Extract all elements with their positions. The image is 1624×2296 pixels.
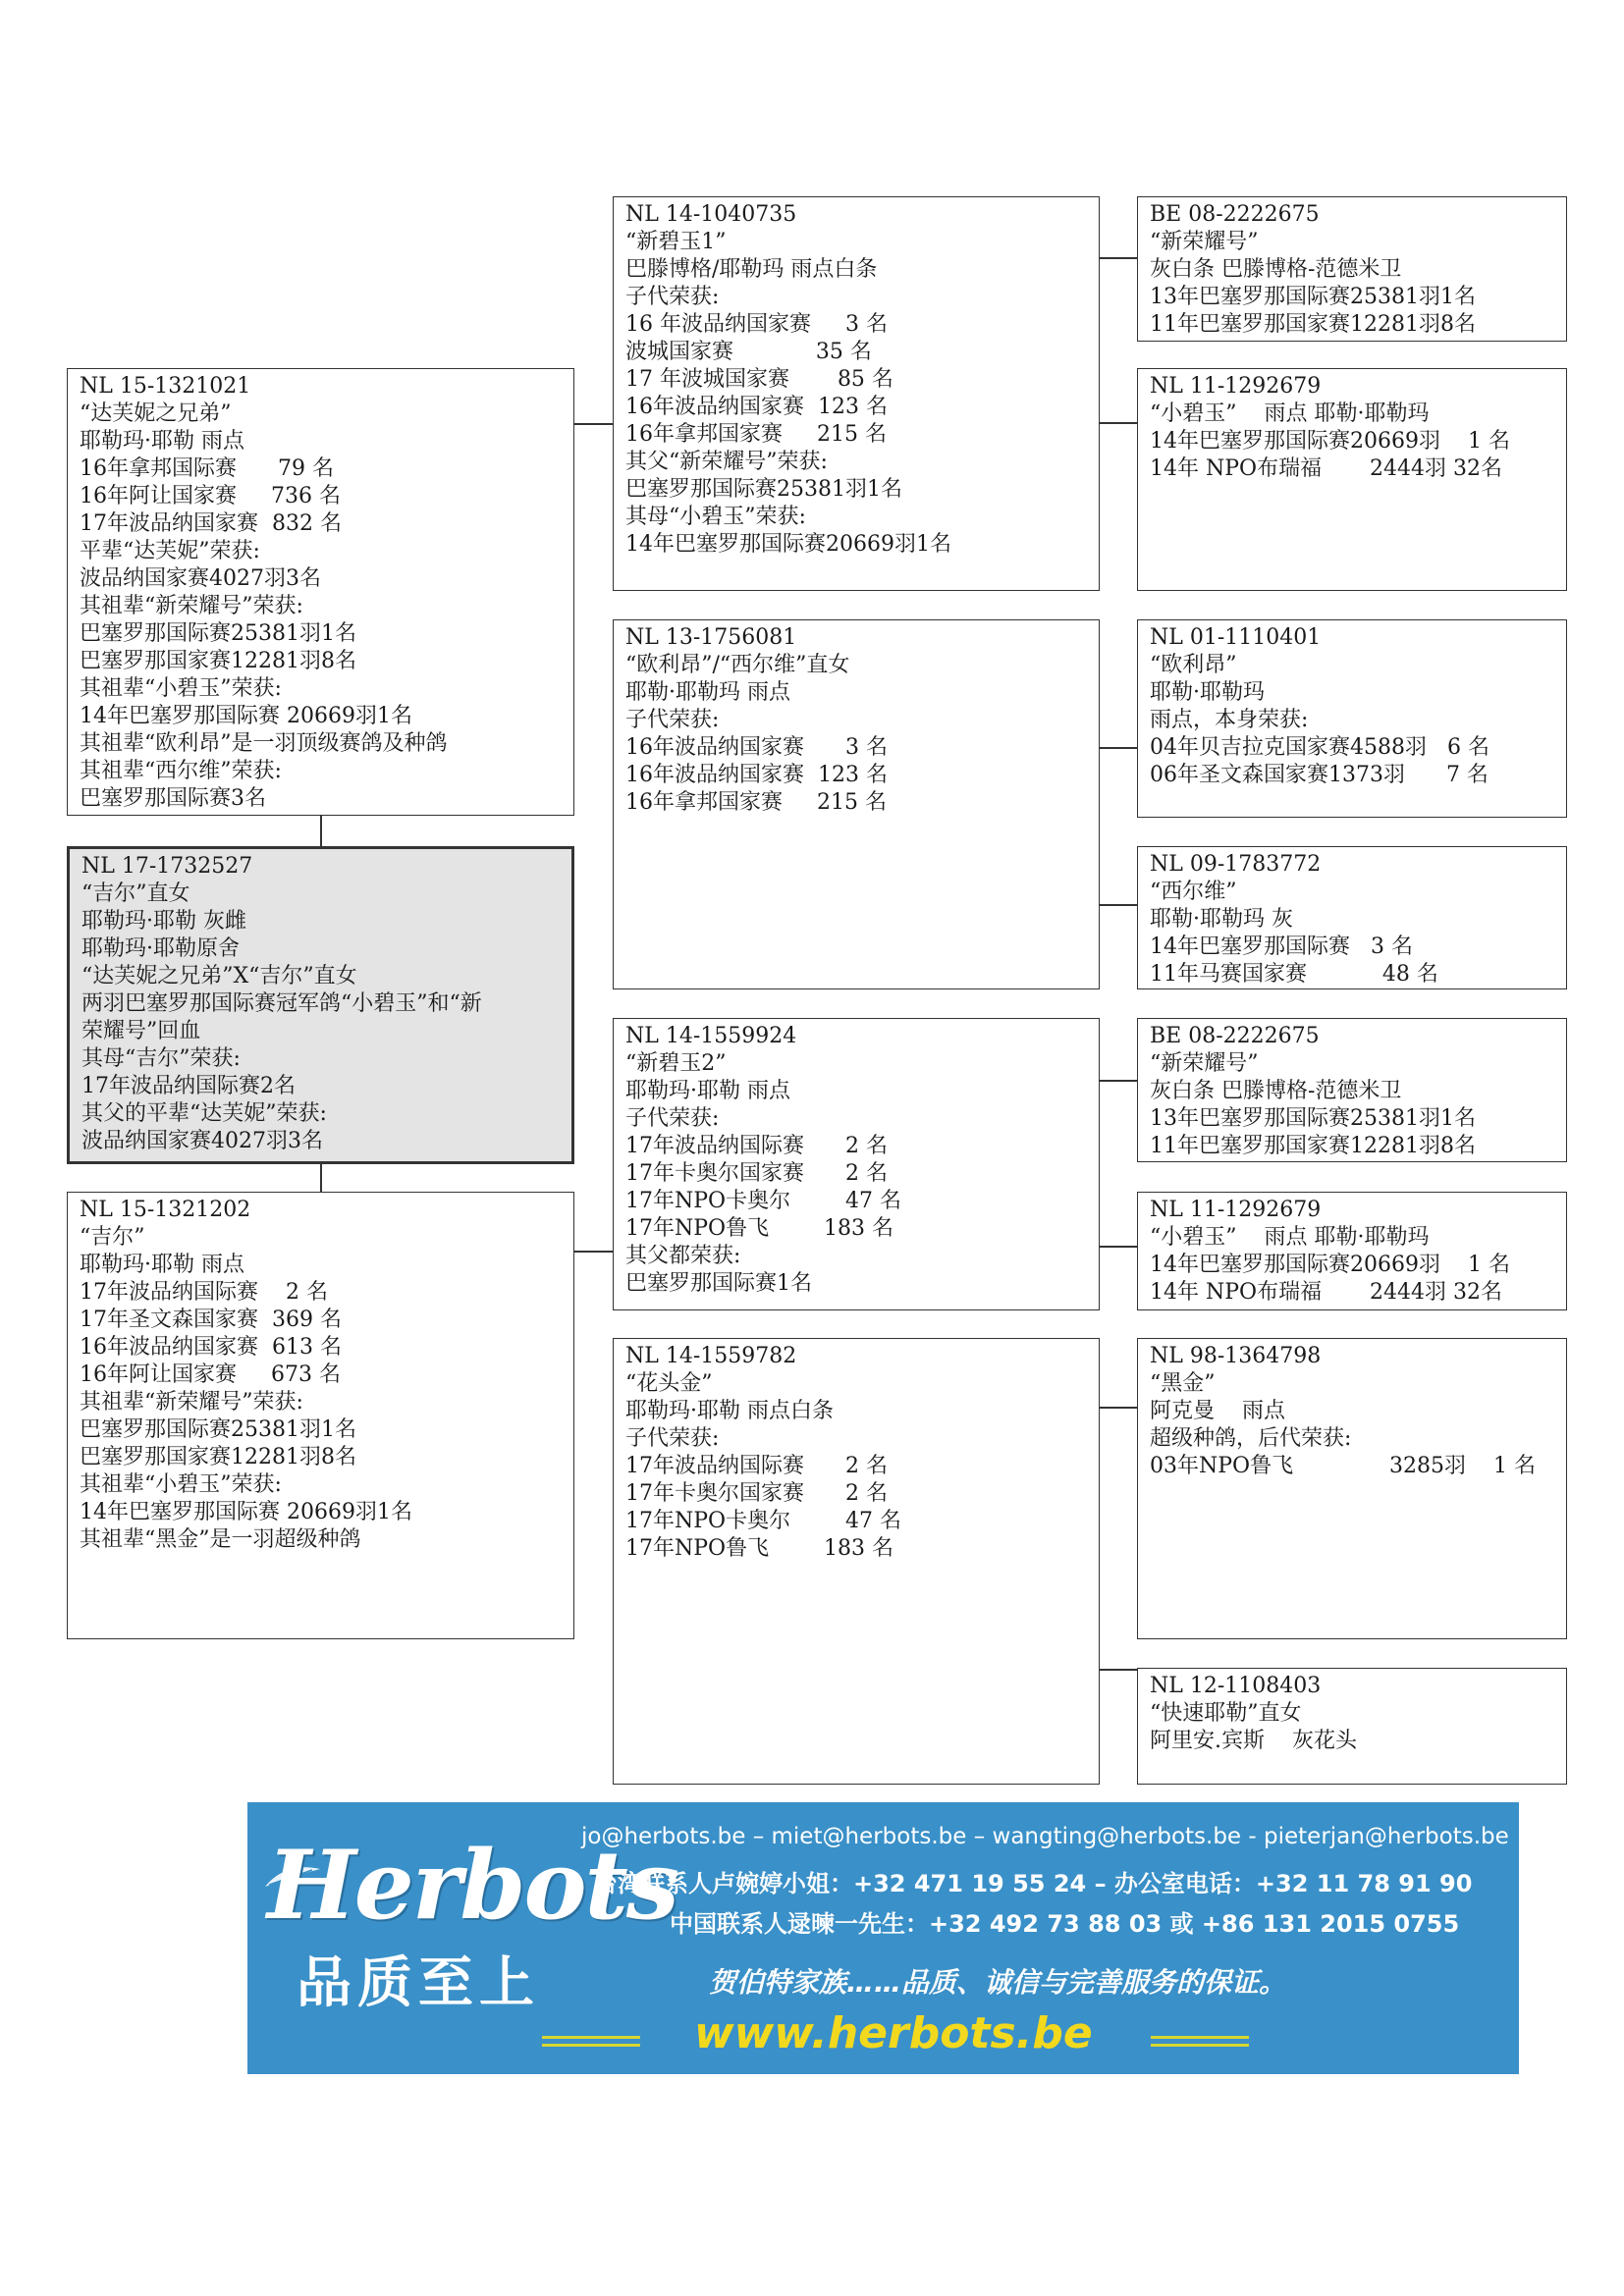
ring-number: BE 08-2222675 <box>1150 202 1320 227</box>
pedigree-line: 子代荣获: <box>625 1106 720 1131</box>
slogan: 贺伯特家族……品质、诚信与完善服务的保证。 <box>709 1966 1287 1999</box>
pedigree-line: 04年贝吉拉克国家赛4588羽 6 名 <box>1150 735 1489 760</box>
pedigree-line: “吉尔”直女 <box>81 881 190 906</box>
pedigree-line: 14年 NPO布瑞福 2444羽 32名 <box>1150 456 1503 481</box>
connector <box>1100 1669 1139 1671</box>
pedigree-line: 子代荣获: <box>625 1426 720 1451</box>
dsd-box <box>1137 1192 1567 1310</box>
pedigree-line: 17年波品纳国际赛 2 名 <box>80 1280 328 1305</box>
pedigree-line: 其祖辈“新荣耀号”荣获: <box>80 594 303 618</box>
pedigree-line: 17年卡奥尔国家赛 2 名 <box>625 1161 888 1186</box>
pedigree-line: 耶勒玛·耶勒 雨点 <box>80 1253 244 1277</box>
pedigree-line: 11年巴塞罗那国家赛12281羽8名 <box>1150 312 1476 337</box>
pedigree-line: 其祖辈“小碧玉”荣获: <box>80 1472 282 1497</box>
pedigree-line: “快速耶勒”直女 <box>1150 1701 1302 1726</box>
pedigree-line: 平辈“达芙妮”荣获: <box>80 539 260 563</box>
pedigree-line: 16年拿邦国家赛 215 名 <box>625 422 887 447</box>
pedigree-line: “花头金” <box>625 1371 713 1396</box>
pedigree-line: “达芙妮之兄弟” <box>80 401 232 426</box>
pedigree-line: 荣耀号”回血 <box>81 1019 201 1043</box>
dam-sire-box <box>613 1018 1100 1310</box>
pedigree-line: 16年拿邦国际赛 79 名 <box>80 456 334 481</box>
pedigree-line: 14年巴塞罗那国际赛 3 名 <box>1150 934 1413 959</box>
pedigree-line: “西尔维” <box>1150 880 1237 904</box>
pedigree-line: 17年圣文森国家赛 369 名 <box>80 1308 342 1332</box>
pedigree-line: 巴塞罗那国际赛3名 <box>80 786 266 811</box>
pedigree-line: “新碧玉2” <box>625 1051 727 1076</box>
pedigree-line: 耶勒·耶勒玛 <box>1150 680 1265 705</box>
pedigree-line: 耶勒玛·耶勒 雨点 <box>80 429 244 454</box>
herbots-banner <box>247 1802 1519 2074</box>
pedigree-line: 波品纳国家赛4027羽3名 <box>80 566 321 591</box>
sss-box <box>1137 196 1567 342</box>
pedigree-line: 子代荣获: <box>625 285 720 309</box>
subject-box <box>67 846 574 1164</box>
pedigree-line: “欧利昂”/“西尔维”直女 <box>625 653 850 677</box>
pedigree-line: 阿里安.宾斯 灰花头 <box>1150 1729 1357 1753</box>
pedigree-line: 14年巴塞罗那国际赛 20669羽1名 <box>80 704 412 728</box>
pedigree-line: 06年圣文森国家赛1373羽 7 名 <box>1150 763 1489 787</box>
pedigree-line: 巴塞罗那国际赛25381羽1名 <box>625 477 902 502</box>
pedigree-line: 17年卡奥尔国家赛 2 名 <box>625 1481 888 1506</box>
pedigree-line: 其祖辈“新荣耀号”荣获: <box>80 1390 303 1415</box>
pedigree-line: 巴滕博格/耶勒玛 雨点白条 <box>625 257 878 282</box>
pedigree-line: 03年NPO鲁飞 3285羽 1 名 <box>1150 1454 1536 1478</box>
pedigree-line: 耶勒玛·耶勒原舍 <box>81 936 240 961</box>
pedigree-line: 14年巴塞罗那国际赛 20669羽1名 <box>80 1500 412 1524</box>
pedigree-line: 巴塞罗那国家赛12281羽8名 <box>80 649 356 673</box>
pedigree-line: 灰白条 巴滕博格-范德米卫 <box>1150 257 1402 282</box>
pedigree-line: 14年 NPO布瑞福 2444羽 32名 <box>1150 1280 1503 1305</box>
pedigree-line: 其祖辈“小碧玉”荣获: <box>80 676 282 701</box>
pedigree-line: 14年巴塞罗那国际赛20669羽 1 名 <box>1150 1253 1510 1277</box>
pedigree-line: “新碧玉1” <box>625 230 727 254</box>
pedigree-line: 其祖辈“黑金”是一羽超级种鸽 <box>80 1527 361 1552</box>
pedigree-line: “小碧玉” 雨点 耶勒·耶勒玛 <box>1150 1225 1430 1250</box>
sdd-box <box>1137 846 1567 989</box>
pedigree-line: 13年巴塞罗那国际赛25381羽1名 <box>1150 285 1476 309</box>
ring-number: NL 15-1321202 <box>80 1198 251 1222</box>
dam-box <box>67 1192 574 1639</box>
pedigree-line: 两羽巴塞罗那国际赛冠军鸽“小碧玉”和“新 <box>81 991 482 1016</box>
china-contact: 中国联系人逯暕一先生：+32 492 73 88 03 或 +86 131 2015 0755 <box>670 1910 1460 1938</box>
pedigree-line: 16年波品纳国家赛 3 名 <box>625 735 888 760</box>
connector <box>1100 747 1139 749</box>
pedigree-line: 17年波品纳国际赛2名 <box>81 1074 296 1098</box>
pedigree-line: 17年NPO鲁飞 183 名 <box>625 1536 894 1561</box>
ring-number: NL 13-1756081 <box>625 625 797 650</box>
pedigree-line: 11年马赛国家赛 48 名 <box>1150 962 1438 987</box>
pedigree-line: “黑金” <box>1150 1371 1216 1396</box>
pedigree-line: 其父的平辈“达芙妮”荣获: <box>81 1101 327 1126</box>
sire-sire-box <box>613 196 1100 591</box>
pedigree-line: 16年拿邦国家赛 215 名 <box>625 790 887 815</box>
pedigree-line: 16年波品纳国家赛 123 名 <box>625 763 888 787</box>
connector <box>320 815 322 848</box>
pedigree-line: 16年阿让国家赛 736 名 <box>80 484 341 508</box>
pedigree-line: “小碧玉” 雨点 耶勒·耶勒玛 <box>1150 401 1430 426</box>
connector <box>320 1162 322 1194</box>
pedigree-line: “达芙妮之兄弟”X“吉尔”直女 <box>81 964 357 988</box>
connector <box>1100 422 1139 424</box>
sds-box <box>1137 619 1567 818</box>
connector <box>1100 1246 1139 1248</box>
pedigree-line: 其祖辈“西尔维”荣获: <box>80 759 282 783</box>
pedigree-line: 超级种鸽，后代荣获: <box>1150 1426 1352 1451</box>
ring-number: NL 15-1321021 <box>80 374 251 399</box>
ring-number: NL 12-1108403 <box>1150 1674 1322 1698</box>
dam-dam-box <box>613 1338 1100 1785</box>
ssd-box <box>1137 368 1567 591</box>
pedigree-line: 其父都荣获: <box>625 1244 741 1268</box>
connector <box>1100 1080 1139 1082</box>
pedigree-line: 17年NPO卡奥尔 47 名 <box>625 1189 902 1213</box>
pedigree-line: 子代荣获: <box>625 708 720 732</box>
divider <box>542 2044 640 2047</box>
ring-number: NL 09-1783772 <box>1150 852 1322 877</box>
pedigree-line: 其母“吉尔”荣获: <box>81 1046 241 1071</box>
pedigree-line: 17年波品纳国际赛 2 名 <box>625 1454 888 1478</box>
pedigree-line: 其母“小碧玉”荣获: <box>625 505 806 529</box>
taiwan-contact: 台湾联系人卢婉婷小姐：+32 471 19 55 24 – 办公室电话：+32 11 78 91 90 <box>594 1870 1473 1897</box>
pedigree-line: 耶勒·耶勒玛 雨点 <box>625 680 790 705</box>
pedigree-line: 巴塞罗那国际赛25381羽1名 <box>80 1417 356 1442</box>
connector <box>1100 904 1139 906</box>
pedigree-line: 波品纳国家赛4027羽3名 <box>81 1129 323 1153</box>
pedigree-line: “新荣耀号” <box>1150 1051 1259 1076</box>
divider <box>1151 2044 1249 2047</box>
pedigree-line: 巴塞罗那国家赛12281羽8名 <box>80 1445 356 1469</box>
pedigree-line: 雨点，本身荣获: <box>1150 708 1309 732</box>
sire-box <box>67 368 574 816</box>
emails[interactable]: jo@herbots.be – miet@herbots.be – wangting@herbots.be - pieterjan@herbots.be <box>581 1824 1509 1849</box>
ring-number: NL 11-1292679 <box>1150 374 1322 399</box>
pedigree-line: 17年NPO卡奥尔 47 名 <box>625 1509 902 1533</box>
dds-box <box>1137 1338 1567 1639</box>
pedigree-line: 阿克曼 雨点 <box>1150 1399 1285 1423</box>
herbots-logo: Herbots <box>267 1830 677 1941</box>
connector <box>574 1251 614 1253</box>
pedigree-line: 耶勒玛·耶勒 雨点 <box>625 1079 790 1103</box>
tagline: 品质至上 <box>297 1951 540 2015</box>
divider <box>542 2036 640 2039</box>
ring-number: NL 14-1559782 <box>625 1344 797 1368</box>
pedigree-line: 16 年波品纳国家赛 3 名 <box>625 312 888 337</box>
ddd-box <box>1137 1668 1567 1785</box>
pedigree-line: 14年巴塞罗那国际赛20669羽 1 名 <box>1150 429 1510 454</box>
ring-number: NL 11-1292679 <box>1150 1198 1322 1222</box>
pedigree-line: 17年NPO鲁飞 183 名 <box>625 1216 894 1241</box>
pedigree-line: 11年巴塞罗那国家赛12281羽8名 <box>1150 1134 1476 1158</box>
pedigree-line: 波城国家赛 35 名 <box>625 340 872 364</box>
pedigree-line: “欧利昂” <box>1150 653 1237 677</box>
pedigree-line: 耶勒玛·耶勒 灰雌 <box>81 909 246 934</box>
sire-dam-box <box>613 619 1100 989</box>
dss-box <box>1137 1018 1567 1162</box>
connector <box>1100 1407 1139 1409</box>
ring-number: NL 14-1040735 <box>625 202 797 227</box>
pedigree-line: 14年巴塞罗那国际赛20669羽1名 <box>625 532 951 557</box>
ring-number: NL 98-1364798 <box>1150 1344 1322 1368</box>
ring-number: NL 01-1110401 <box>1150 625 1322 650</box>
pedigree-line: 13年巴塞罗那国际赛25381羽1名 <box>1150 1106 1476 1131</box>
pedigree-line: 17年波品纳国家赛 832 名 <box>80 511 342 536</box>
pedigree-line: 巴塞罗那国际赛1名 <box>625 1271 812 1296</box>
pedigree-line: 16年波品纳国家赛 123 名 <box>625 395 888 419</box>
pedigree-line: 其祖辈“欧利昂”是一羽顶级赛鸽及种鸽 <box>80 731 448 756</box>
ring-number: NL 17-1732527 <box>81 854 253 879</box>
pedigree-line: 17 年波城国家赛 85 名 <box>625 367 893 392</box>
pedigree-line: 17年波品纳国际赛 2 名 <box>625 1134 888 1158</box>
divider <box>1151 2036 1249 2039</box>
pedigree-line: 耶勒·耶勒玛 灰 <box>1150 907 1293 932</box>
pedigree-line: 16年波品纳国家赛 613 名 <box>80 1335 342 1360</box>
connector <box>574 423 614 425</box>
pedigree-line: 耶勒玛·耶勒 雨点白条 <box>625 1399 834 1423</box>
pedigree-line: 巴塞罗那国际赛25381羽1名 <box>80 621 356 646</box>
pedigree-line: “吉尔” <box>80 1225 145 1250</box>
ring-number: BE 08-2222675 <box>1150 1024 1320 1048</box>
pedigree-line: 其父“新荣耀号”荣获: <box>625 450 828 474</box>
pedigree-line: “新荣耀号” <box>1150 230 1259 254</box>
pedigree-line: 16年阿让国家赛 673 名 <box>80 1362 341 1387</box>
website-link[interactable]: www.herbots.be <box>694 2008 1093 2058</box>
pedigree-line: 灰白条 巴滕博格-范德米卫 <box>1150 1079 1402 1103</box>
connector <box>1100 257 1139 259</box>
ring-number: NL 14-1559924 <box>625 1024 797 1048</box>
